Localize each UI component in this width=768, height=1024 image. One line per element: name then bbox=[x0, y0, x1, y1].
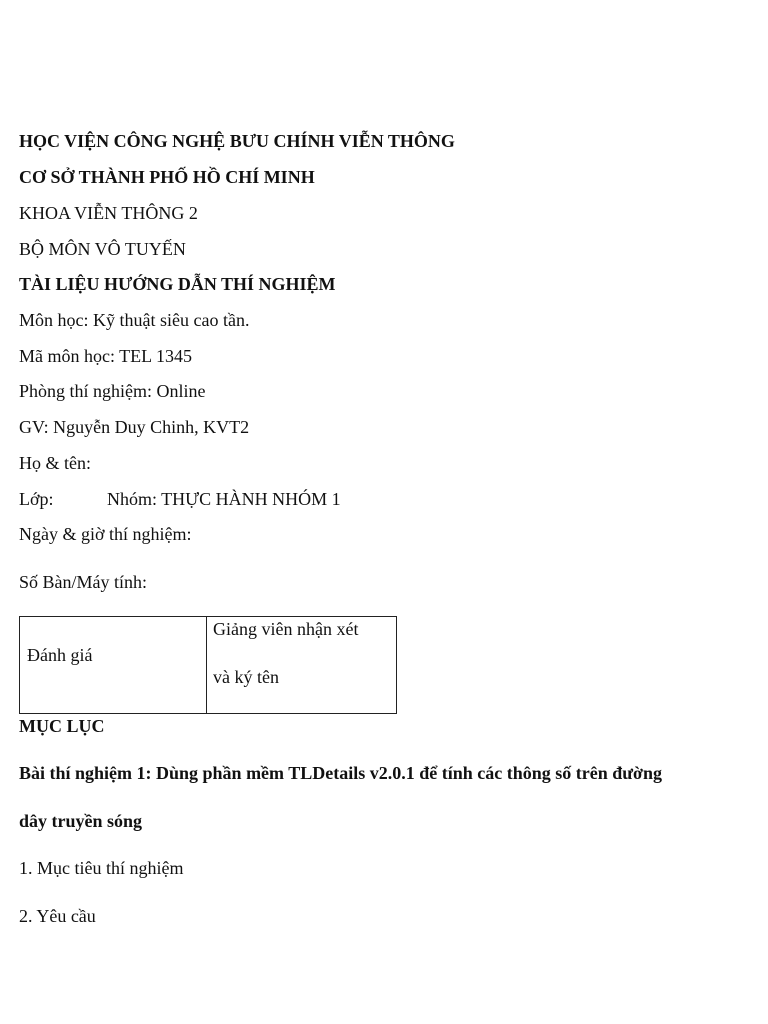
class-group-line bbox=[19, 488, 341, 510]
toc-title: MỤC LỤC bbox=[19, 716, 105, 736]
faculty-name: KHOA VIỄN THÔNG 2 bbox=[19, 203, 198, 223]
evaluation-cell bbox=[20, 617, 207, 713]
document-title: TÀI LIỆU HƯỚNG DẪN THÍ NGHIỆM bbox=[19, 274, 336, 294]
department-name: BỘ MÔN VÔ TUYẾN bbox=[19, 239, 186, 259]
lecturer-line: GV: Nguyễn Duy Chinh, KVT2 bbox=[19, 417, 250, 437]
class-label: Lớp: bbox=[19, 489, 54, 509]
lab-line: Phòng thí nghiệm: Online bbox=[19, 381, 206, 401]
toc-item-objective: 1. Mục tiêu thí nghiệm bbox=[19, 858, 184, 878]
exercise1-title-line1: Bài thí nghiệm 1: Dùng phần mềm TLDetails v2.0.1 để tính các thông số trên đường bbox=[19, 763, 663, 783]
student-name-line: Họ & tên: bbox=[19, 453, 91, 473]
toc-item-requirements: 2. Yêu cầu bbox=[19, 906, 96, 926]
datetime-line: Ngày & giờ thí nghiệm: bbox=[19, 524, 192, 544]
campus-name: CƠ SỞ THÀNH PHỐ HỒ CHÍ MINH bbox=[19, 167, 315, 187]
computer-line: Số Bàn/Máy tính: bbox=[19, 572, 148, 592]
subject-code-line: Mã môn học: TEL 1345 bbox=[19, 346, 192, 366]
institute-name: HỌC VIỆN CÔNG NGHỆ BƯU CHÍNH VIỄN THÔNG bbox=[19, 131, 455, 151]
group-label: Nhóm: THỰC HÀNH NHÓM 1 bbox=[107, 489, 341, 509]
comment-cell bbox=[207, 617, 396, 713]
comment-label-line1: Giảng viên nhận xét bbox=[213, 619, 359, 639]
exercise1-title-line2: dây truyền sóng bbox=[19, 811, 143, 831]
comment-label-line2: và ký tên bbox=[213, 667, 279, 687]
subject-line: Môn học: Kỹ thuật siêu cao tần. bbox=[19, 310, 250, 330]
grading-table bbox=[19, 616, 397, 714]
evaluation-label: Đánh giá bbox=[27, 645, 93, 665]
